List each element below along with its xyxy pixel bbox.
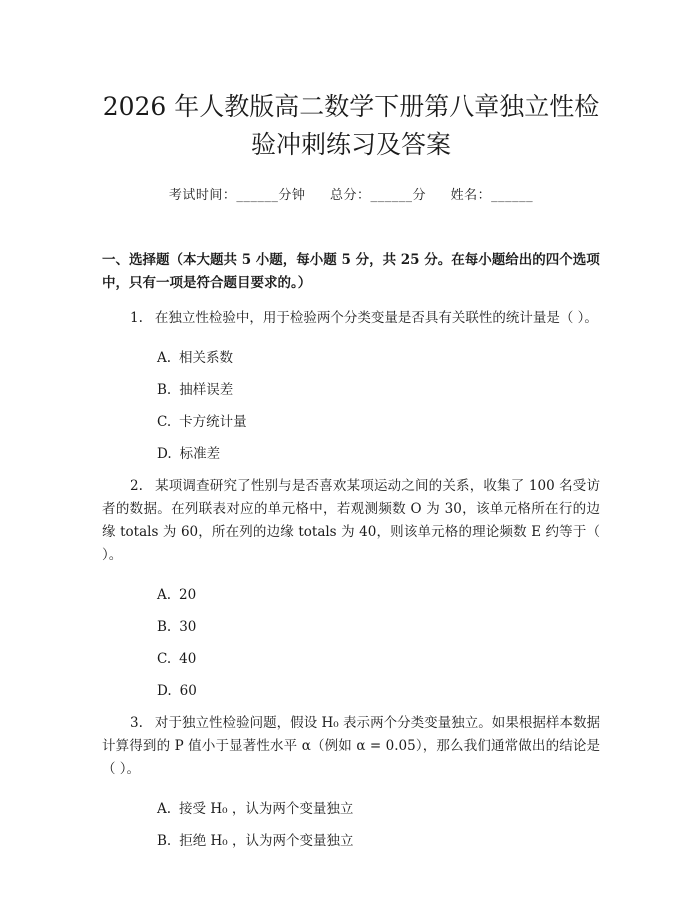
- option-text: 60: [179, 683, 197, 699]
- question-text: 某项调查研究了性别与是否喜欢某项运动之间的关系，收集了 100 名受访者的数据。在列联表对应的单元格中，若观测频数 O 为 30，该单元格所在行的边缘 totals 为 60，所在列的边缘 totals 为 40，则该单元格的理论频数 E 约等于（ ）。: [102, 478, 600, 563]
- question-1: [102, 307, 600, 330]
- option-a: [157, 798, 600, 820]
- question-number: 2.: [130, 478, 143, 494]
- question-number: 1.: [130, 310, 143, 326]
- option-letter: C.: [157, 651, 172, 667]
- total-score-field: 总分：______分: [329, 188, 426, 203]
- option-letter: D.: [157, 683, 172, 699]
- title-line-1: 2026 年人教版高二数学下册第八章独立性检: [102, 92, 600, 121]
- question-text: 对于独立性检验问题，假设 H₀ 表示两个分类变量独立。如果根据样本数据计算得到的 P 值小于显著性水平 α（例如 α = 0.05），那么我们通常做出的结论是（ ）。: [102, 715, 600, 777]
- option-d: [157, 680, 600, 702]
- option-text: 标准差: [179, 446, 221, 462]
- exam-info-line: [102, 184, 600, 203]
- question-3-options: [102, 798, 600, 852]
- option-text: 抽样误差: [179, 382, 234, 398]
- document-title: [102, 88, 600, 164]
- option-letter: A.: [157, 801, 172, 817]
- question-2: [102, 475, 600, 567]
- option-c: [157, 411, 600, 433]
- question-2-options: [102, 584, 600, 702]
- option-letter: D.: [157, 446, 172, 462]
- option-letter: B.: [157, 833, 172, 849]
- option-letter: A.: [157, 350, 172, 366]
- option-text: 40: [179, 651, 197, 667]
- option-d: [157, 443, 600, 465]
- exam-time-field: 考试时间：______分钟: [168, 188, 306, 203]
- option-letter: B.: [157, 619, 172, 635]
- question-text: 在独立性检验中，用于检验两个分类变量是否具有关联性的统计量是（ ）。: [154, 310, 598, 326]
- option-b: [157, 379, 600, 401]
- title-line-2: 验冲刺练习及答案: [250, 130, 451, 159]
- option-b: [157, 616, 600, 638]
- option-a: [157, 584, 600, 606]
- question-3: [102, 712, 600, 781]
- section-heading: 一、选择题（本大题共 5 小题，每小题 5 分，共 25 分。在每小题给出的四个选项中，只有一项是符合题目要求的。）: [102, 252, 600, 291]
- option-text: 拒绝 H₀ ，认为两个变量独立: [179, 833, 354, 849]
- option-b: [157, 830, 600, 852]
- option-text: 卡方统计量: [179, 414, 247, 430]
- option-a: [157, 347, 600, 369]
- option-c: [157, 648, 600, 670]
- option-text: 接受 H₀ ，认为两个变量独立: [179, 801, 354, 817]
- option-letter: C.: [157, 414, 172, 430]
- option-text: 30: [179, 619, 197, 635]
- option-letter: B.: [157, 382, 172, 398]
- student-name-field: 姓名：______: [450, 188, 534, 203]
- option-letter: A.: [157, 587, 172, 603]
- option-text: 20: [179, 587, 197, 603]
- option-text: 相关系数: [179, 350, 234, 366]
- question-1-options: [102, 347, 600, 465]
- question-number: 3.: [130, 715, 143, 731]
